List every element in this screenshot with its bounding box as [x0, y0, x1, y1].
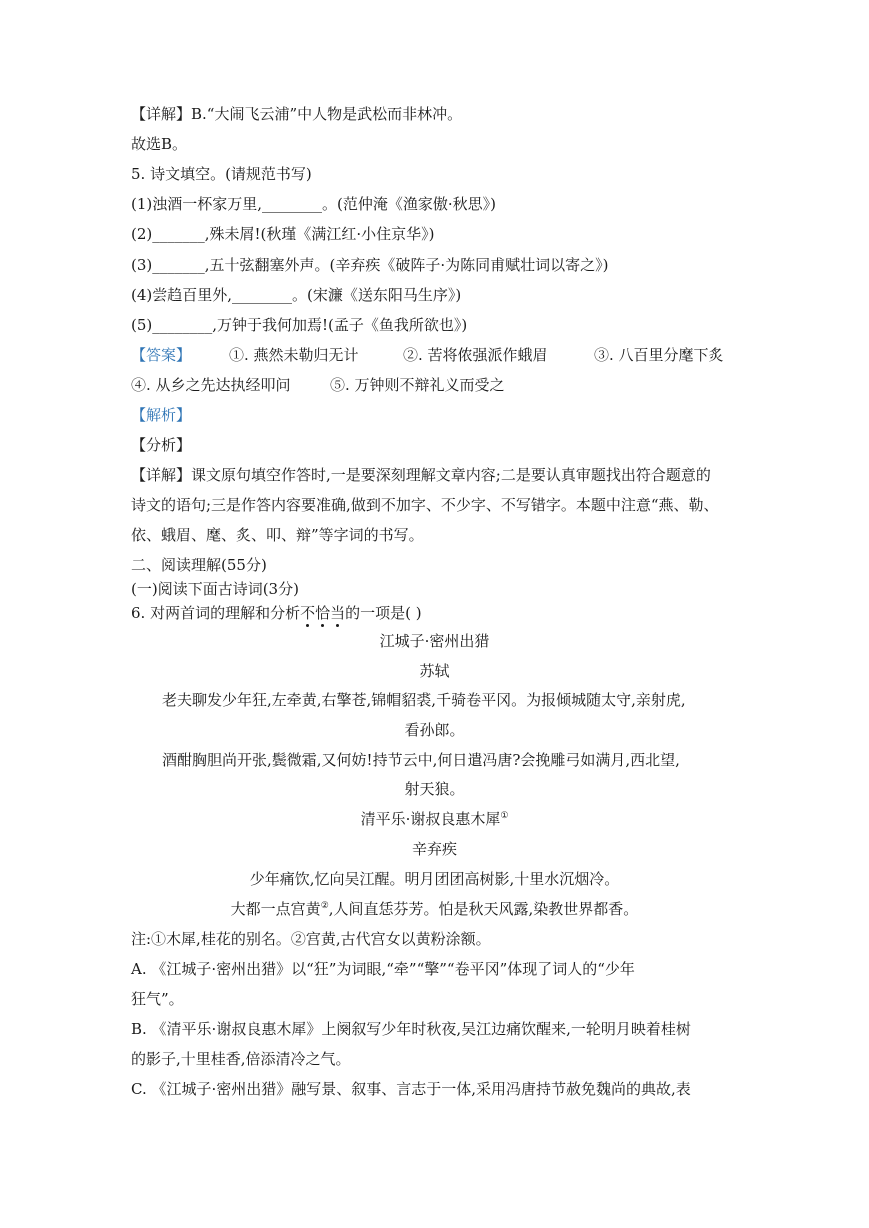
- emphasis-char: 不: [300, 604, 316, 622]
- poem-1-author: 苏轼: [419, 662, 450, 680]
- poem-2-title: 清平乐·谢叔良惠木犀①: [360, 810, 509, 828]
- poem-1-line: 老夫聊发少年狂,左牵黄,右擎苍,锦帽貂裘,千骑卷平冈。为报倾城随太守,亲射虎,: [162, 691, 686, 709]
- emphasis-char: 恰: [315, 604, 331, 622]
- poem-2-line: 大都一点宫黄②,人间直恁芬芳。怕是秋天风露,染教世界都香。: [230, 900, 639, 918]
- poem-2-line: 少年痛饮,忆向吴江醒。明月团团高树影,十里水沉烟冷。: [249, 870, 620, 888]
- question-5-item: (2)_______,殊未屑!(秋瑾《满江红·小住京华》): [131, 225, 435, 243]
- poem-1-line: 射天狼。: [404, 780, 465, 798]
- poem-1-line: 酒酣胸胆尚开张,鬓微霜,又何妨!持节云中,何日遣冯唐?会挽雕弓如满月,西北望,: [162, 751, 680, 769]
- answer-item: ⑤. 万钟则不辩礼义而受之: [330, 376, 505, 394]
- answer-item: ①. 燕然未勒归无计: [229, 346, 359, 364]
- poem-1-line: 看孙郎。: [404, 721, 465, 739]
- question-6-stem: 6. 对两首词的理解和分析不恰当的一项是( ): [131, 604, 422, 622]
- section-heading: 二、阅读理解(55分): [131, 556, 267, 574]
- detail-paragraph-line: 诗文的语句;三是作答内容要准确,做到不加字、不少字、不写错字。本题中注意“燕、勒、: [131, 496, 719, 514]
- option-line: A. 《江城子·密州出猎》以“狂”为词眼,“牵”“擎”“卷平冈”体现了词人的“少年: [131, 960, 635, 978]
- option-line: 的影子,十里桂香,倍添清冷之气。: [131, 1050, 351, 1068]
- answer-label: 【答案】: [131, 346, 192, 364]
- question-5-item: (1)浊酒一杯家万里,________。(范仲淹《渔家傲·秋思》): [131, 195, 496, 213]
- question-5-stem: 5. 诗文填空。(请规范书写): [131, 165, 312, 183]
- question-5-item: (5)________,万钟于我何加焉!(孟子《鱼我所欲也》): [131, 316, 468, 334]
- poem-2-author: 辛弃疾: [411, 840, 457, 858]
- answer-item: ②. 苦将侬强派作蛾眉: [403, 346, 548, 364]
- question-5-item: (4)尝趋百里外,________。(宋濂《送东阳马生序》): [131, 286, 462, 304]
- emphasis-char: 当: [330, 604, 346, 622]
- poem-1-title: 江城子·密州出猎: [379, 632, 490, 650]
- detail-paragraph-line: 依、蛾眉、麾、炙、叩、辩”等字词的书写。: [131, 526, 424, 544]
- poem-note: 注:①木犀,桂花的别名。②宫黄,古代宫女以黄粉涂额。: [131, 930, 491, 948]
- option-line: B. 《清平乐·谢叔良惠木犀》上阕叙写少年时秋夜,吴江边痛饮醒来,一轮明月映着桂树: [131, 1020, 691, 1038]
- footnote-mark: ①: [500, 811, 509, 821]
- analysis-label: 【解析】: [131, 406, 192, 424]
- subsection-heading: (一)阅读下面古诗词(3分): [131, 580, 299, 598]
- detail-paragraph-line: 【详解】课文原句填空作答时,一是要深刻理解文章内容;二是要认真审题找出符合题意的: [131, 466, 711, 484]
- answer-item: ③. 八百里分麾下炙: [594, 346, 724, 364]
- option-line: 狂气”。: [131, 990, 184, 1008]
- conclusion-line: 故选B。: [131, 135, 188, 153]
- analysis-sub-label: 【分析】: [131, 436, 192, 454]
- detail-line: 【详解】B.“大闹飞云浦”中人物是武松而非林冲。: [131, 105, 463, 123]
- footnote-mark: ②: [320, 901, 329, 911]
- answer-item: ④. 从乡之先达执经叩问: [131, 376, 291, 394]
- question-5-item: (3)_______,五十弦翻塞外声。(辛弃疾《破阵子·为陈同甫赋壮词以寄之》): [131, 256, 609, 274]
- option-line: C. 《江城子·密州出猎》融写景、叙事、言志于一体,采用冯唐持节赦免魏尚的典故,表: [131, 1080, 691, 1098]
